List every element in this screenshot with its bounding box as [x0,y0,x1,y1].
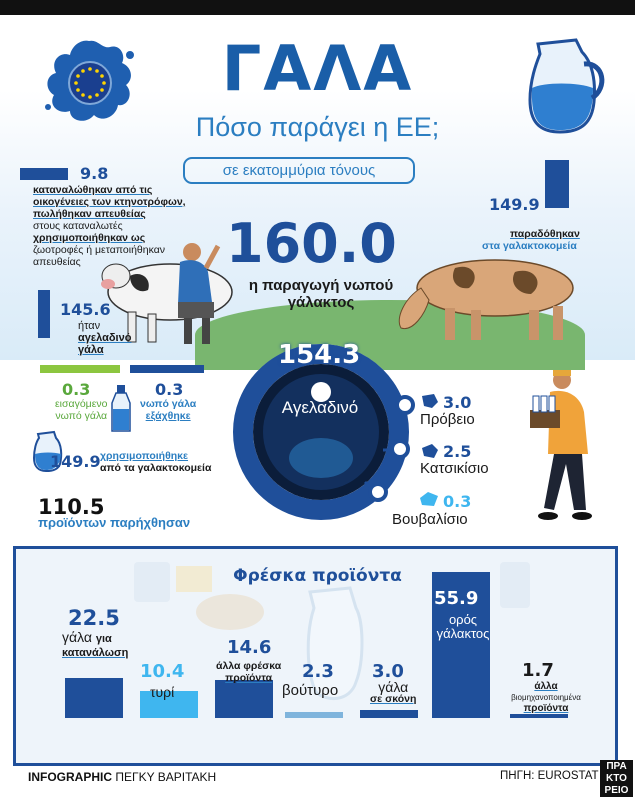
consumed-line-6: ζωοτροφές ή μεταποιήθηκαν [33,244,166,256]
donut-item-2-value: 0.3 [443,492,472,511]
consumed-bar [20,168,68,180]
fresh-value-6: 1.7 [522,660,554,681]
imported-bar [40,365,120,373]
grazing-cow-icon [385,248,585,348]
fresh-label-0-line-3: κατανάλωση [62,647,129,659]
production-label [236,277,406,311]
exported-value: 0.3 [155,380,184,399]
fresh-value-1: 10.4 [140,661,185,682]
products-value: 110.5 [38,495,105,519]
delivered-line-1: παραδόθηκαν [510,228,580,240]
exported-line-2: εξάχθηκε [145,410,191,422]
donut-marker-sheep [395,395,415,415]
footer-author: ΠΕΓΚΥ ΒΑΡΙΤΑΚΗ [115,770,217,784]
fresh-label-2-line-2: προϊόντα [225,672,273,684]
fresh-label-6-line-1: άλλα [534,681,558,692]
buffalo-icon [418,490,440,508]
page-title: ΓΑΛΑ [221,32,414,105]
processed-text [100,450,211,474]
fresh-value-3: 2.3 [302,661,334,682]
consumed-line-2: οικογένειες των κτηνοτρόφων, [33,196,186,208]
consumed-line-4: στους καταναλωτές [33,220,123,232]
fresh-value-2: 14.6 [227,637,272,658]
fresh-value-5: 55.9 [434,588,479,609]
footer-source: ΠΗΓΗ: EUROSTAT [500,770,599,782]
goat-icon [420,442,440,460]
fresh-value-0: 22.5 [68,606,120,630]
milk-bottle-icon [110,385,132,433]
donut-marker-buffalo [368,482,388,502]
fresh-label-0 [62,630,128,660]
fresh-bar-other-fresh [215,680,273,718]
sheep-icon [420,392,440,410]
person-carrying-bottles-icon [520,368,612,526]
cow-milk-bar [38,290,50,338]
fresh-label-0-line-2: για [95,633,112,645]
fresh-bar-milk-powder [360,710,418,718]
exported-line-1: νωπό γάλα [140,398,197,410]
publisher-logo [600,760,633,797]
cow-milk-line-2: αγελαδινό [78,332,132,344]
unit-label: σε εκατομμύρια τόνους [183,157,415,184]
imported-line-2: νωπό γάλα [55,410,108,422]
delivered-bar [545,160,569,208]
page-subtitle: Πόσο παράγει η ΕΕ; [195,112,440,142]
fresh-label-2 [216,660,281,684]
footer-credit [28,770,216,784]
fresh-label-6-line-3: προϊόντα [523,703,569,714]
fresh-label-2-line-1: άλλα φρέσκα [216,660,282,672]
production-value: 160.0 [226,212,397,275]
processed-line-1: χρησιμοποιήθηκε [100,450,189,462]
consumed-line-3: πωλήθηκαν απευθείας [33,208,146,220]
fresh-label-6-line-2: βιομηχανοποιημένα [511,693,581,702]
donut-center-label: Αγελαδινό [281,398,359,417]
fresh-label-4 [370,681,416,705]
footer-infographic: INFOGRAPHIC [28,770,112,784]
consumed-line-1: καταναλώθηκαν από τις [33,184,153,196]
logo-line-1: ΠΡΑ [606,761,627,772]
consumed-value: 9.8 [80,164,109,183]
delivered-line-2: στα γαλακτοκομεία [482,240,577,252]
fresh-label-0-line-1: γάλα [62,629,92,645]
fresh-label-6 [500,681,592,714]
fresh-label-4-line-2: σε σκόνη [370,693,417,705]
donut-item-0-value: 3.0 [443,393,472,412]
fresh-label-5 [432,613,494,641]
logo-line-2: ΚΤΟ [606,773,627,784]
cow-milk-line-1: ήταν [78,320,101,332]
imported-text [55,398,107,422]
cow-milk-text [78,320,131,356]
exported-bar [130,365,204,373]
donut-center-value: 154.3 [278,340,361,370]
donut-item-2-label: Βουβαλίσιο [392,511,468,528]
fresh-label-5-line-1: ορός [448,612,478,627]
production-label-line-2: γάλακτος [287,294,355,311]
fresh-value-4: 3.0 [372,661,404,682]
imported-value: 0.3 [62,380,91,399]
processed-line-2: από τα γαλακτοκομεία [100,462,212,474]
cow-milk-line-3: γάλα [78,344,104,356]
production-label-line-1: η παραγωγή νωπού [248,277,394,294]
imported-line-1: εισαγόμενο [55,398,108,410]
fresh-label-3: βούτυρο [282,682,339,699]
fresh-label-5-line-2: γάλακτος [436,626,490,641]
fresh-title: Φρέσκα προϊόντα [233,566,402,586]
donut-marker-goat [390,439,410,459]
consumed-line-7: απευθείας [33,256,81,268]
donut-item-1-label: Κατσικίσιο [420,460,489,477]
logo-line-3: ΡΕΙΟ [604,785,629,796]
fresh-label-4-line-1: γάλα [378,679,409,695]
top-bar [0,0,635,15]
fresh-label-1: τυρί [150,684,175,700]
fresh-bar-other-industrial [510,714,568,718]
products-text: προϊόντων παρήχθησαν [38,515,191,530]
consumed-line-5: χρησιμοποιήθηκαν ως [33,232,146,244]
fresh-bar-milk [65,678,123,718]
fresh-bar-butter [285,712,343,718]
delivered-value: 149.9 [489,195,540,214]
cow-milk-value: 145.6 [60,300,111,319]
donut-item-1-value: 2.5 [443,442,472,461]
exported-text [140,398,196,422]
processed-value: 149.9 [50,452,101,471]
donut-item-0-label: Πρόβειο [420,411,475,428]
